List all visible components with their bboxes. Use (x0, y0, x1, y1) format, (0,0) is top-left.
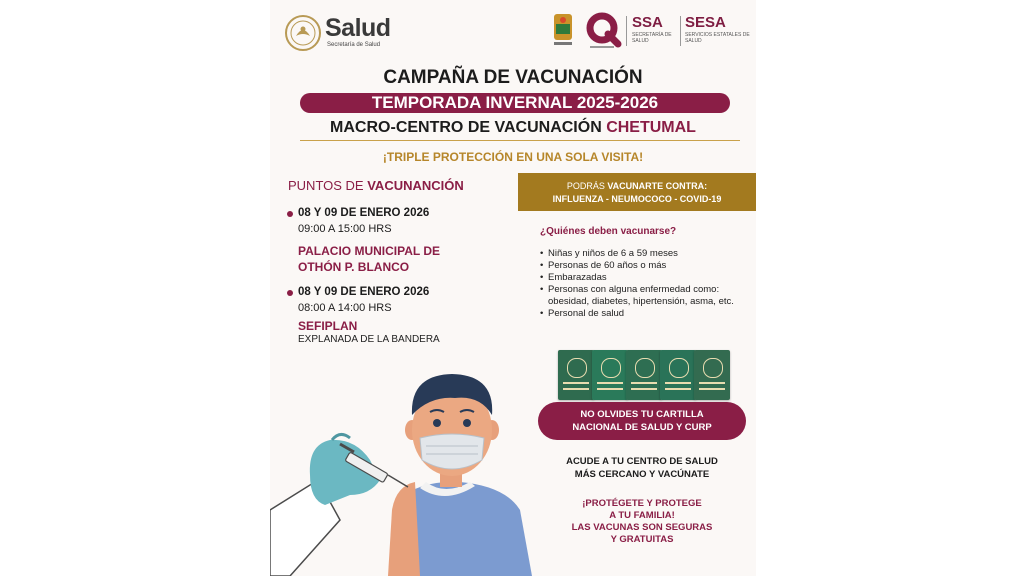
macro-center-title (270, 119, 756, 137)
quintana-roo-shield-icon (552, 12, 574, 48)
logo-separator (680, 16, 681, 46)
tagline: ¡TRIPLE PROTECCIÓN EN UNA SOLA VISITA! (382, 150, 644, 164)
campaign-poster (270, 0, 756, 576)
point2-hours: 08:00 A 14:00 HRS (298, 302, 392, 314)
acude-line1: ACUDE A TU CENTRO DE SALUD (566, 456, 718, 467)
salud-subtitle: Secretaría de Salud (327, 42, 381, 48)
sesa-logo-text: SESA (685, 14, 726, 31)
list-item: • Personas de 60 años o más (540, 260, 740, 272)
ssa-logo-text: SSA (632, 14, 663, 31)
list-item: • Embarazadas (540, 272, 740, 284)
quintana-roo-q-logo-icon (582, 10, 622, 50)
point2-place-sub: EXPLANADA DE LA BANDERA (298, 334, 440, 345)
cartilla-reminder (538, 408, 746, 434)
health-booklet-image (626, 350, 662, 400)
logo-separator (626, 16, 627, 46)
bullet-dot (287, 211, 293, 217)
cartilla-line1: NO OLVIDES TU CARTILLA (580, 409, 704, 420)
point2-place: SEFIPLAN (298, 319, 358, 333)
points-heading (288, 178, 464, 193)
season-title: TEMPORADA INVERNAL 2025-2026 (371, 93, 659, 112)
who-list (540, 248, 740, 320)
protege-line3: LAS VACUNAS SON SEGURAS (571, 522, 713, 533)
point1-place-line2: OTHÓN P. BLANCO (298, 260, 410, 274)
macro-center-prefix: MACRO-CENTRO DE VACUNACIÓN (330, 119, 607, 136)
title-divider (300, 140, 740, 141)
campaign-title: CAMPAÑA DE VACUNACIÓN (383, 67, 643, 88)
health-booklet-image (660, 350, 696, 400)
list-item: • Personas con alguna enfermedad como: obesidad, diabetes, hipertensión, asma, etc. (540, 284, 740, 308)
protege-line4: Y GRATUITAS (610, 534, 674, 545)
salud-logo-text: Salud (325, 14, 391, 42)
protege-line1: ¡PROTÉGETE Y PROTEGE (582, 498, 702, 509)
list-item: • Personal de salud (540, 308, 740, 320)
visit-health-center (538, 455, 746, 481)
point1-date: 08 Y 09 DE ENERO 2026 (298, 207, 430, 219)
ssa-subtitle: SECRETARÍA DE SALUD (632, 32, 672, 44)
acude-line2: MÁS CERCANO Y VACÚNATE (574, 469, 710, 480)
vaccines-list: INFLUENZA - NEUMOCOCO - COVID-19 (552, 194, 722, 204)
list-item: • Niñas y niños de 6 a 59 meses (540, 248, 740, 260)
protege-line2: A TU FAMILIA! (609, 510, 675, 521)
city-name: CHETUMAL (606, 119, 696, 136)
mexico-eagle-seal-icon (284, 14, 322, 52)
points-heading-bold: VACUNANCIÓN (367, 178, 464, 193)
health-booklet-image (558, 350, 594, 400)
point2-date: 08 Y 09 DE ENERO 2026 (298, 286, 430, 298)
vaccines-bold: VACUNARTE CONTRA: (607, 181, 708, 191)
protect-message (538, 498, 746, 546)
vaccines-prefix: PODRÁS (566, 181, 608, 191)
points-heading-prefix: PUNTOS DE (288, 178, 368, 193)
point1-place-line1: PALACIO MUNICIPAL DE (298, 244, 441, 258)
cartilla-line2: NACIONAL DE SALUD Y CURP (572, 422, 712, 433)
vaccines-heading (518, 181, 756, 191)
bullet-dot (287, 290, 293, 296)
who-heading: ¿Quiénes deben vacunarse? (540, 226, 677, 237)
child-vaccination-illustration (270, 360, 535, 576)
vaccines-box (518, 173, 756, 211)
sesa-subtitle: SERVICIOS ESTATALES DE SALUD (685, 32, 750, 44)
point1-hours: 09:00 A 15:00 HRS (298, 223, 392, 235)
health-booklet-image (694, 350, 730, 400)
health-booklet-image (592, 350, 628, 400)
